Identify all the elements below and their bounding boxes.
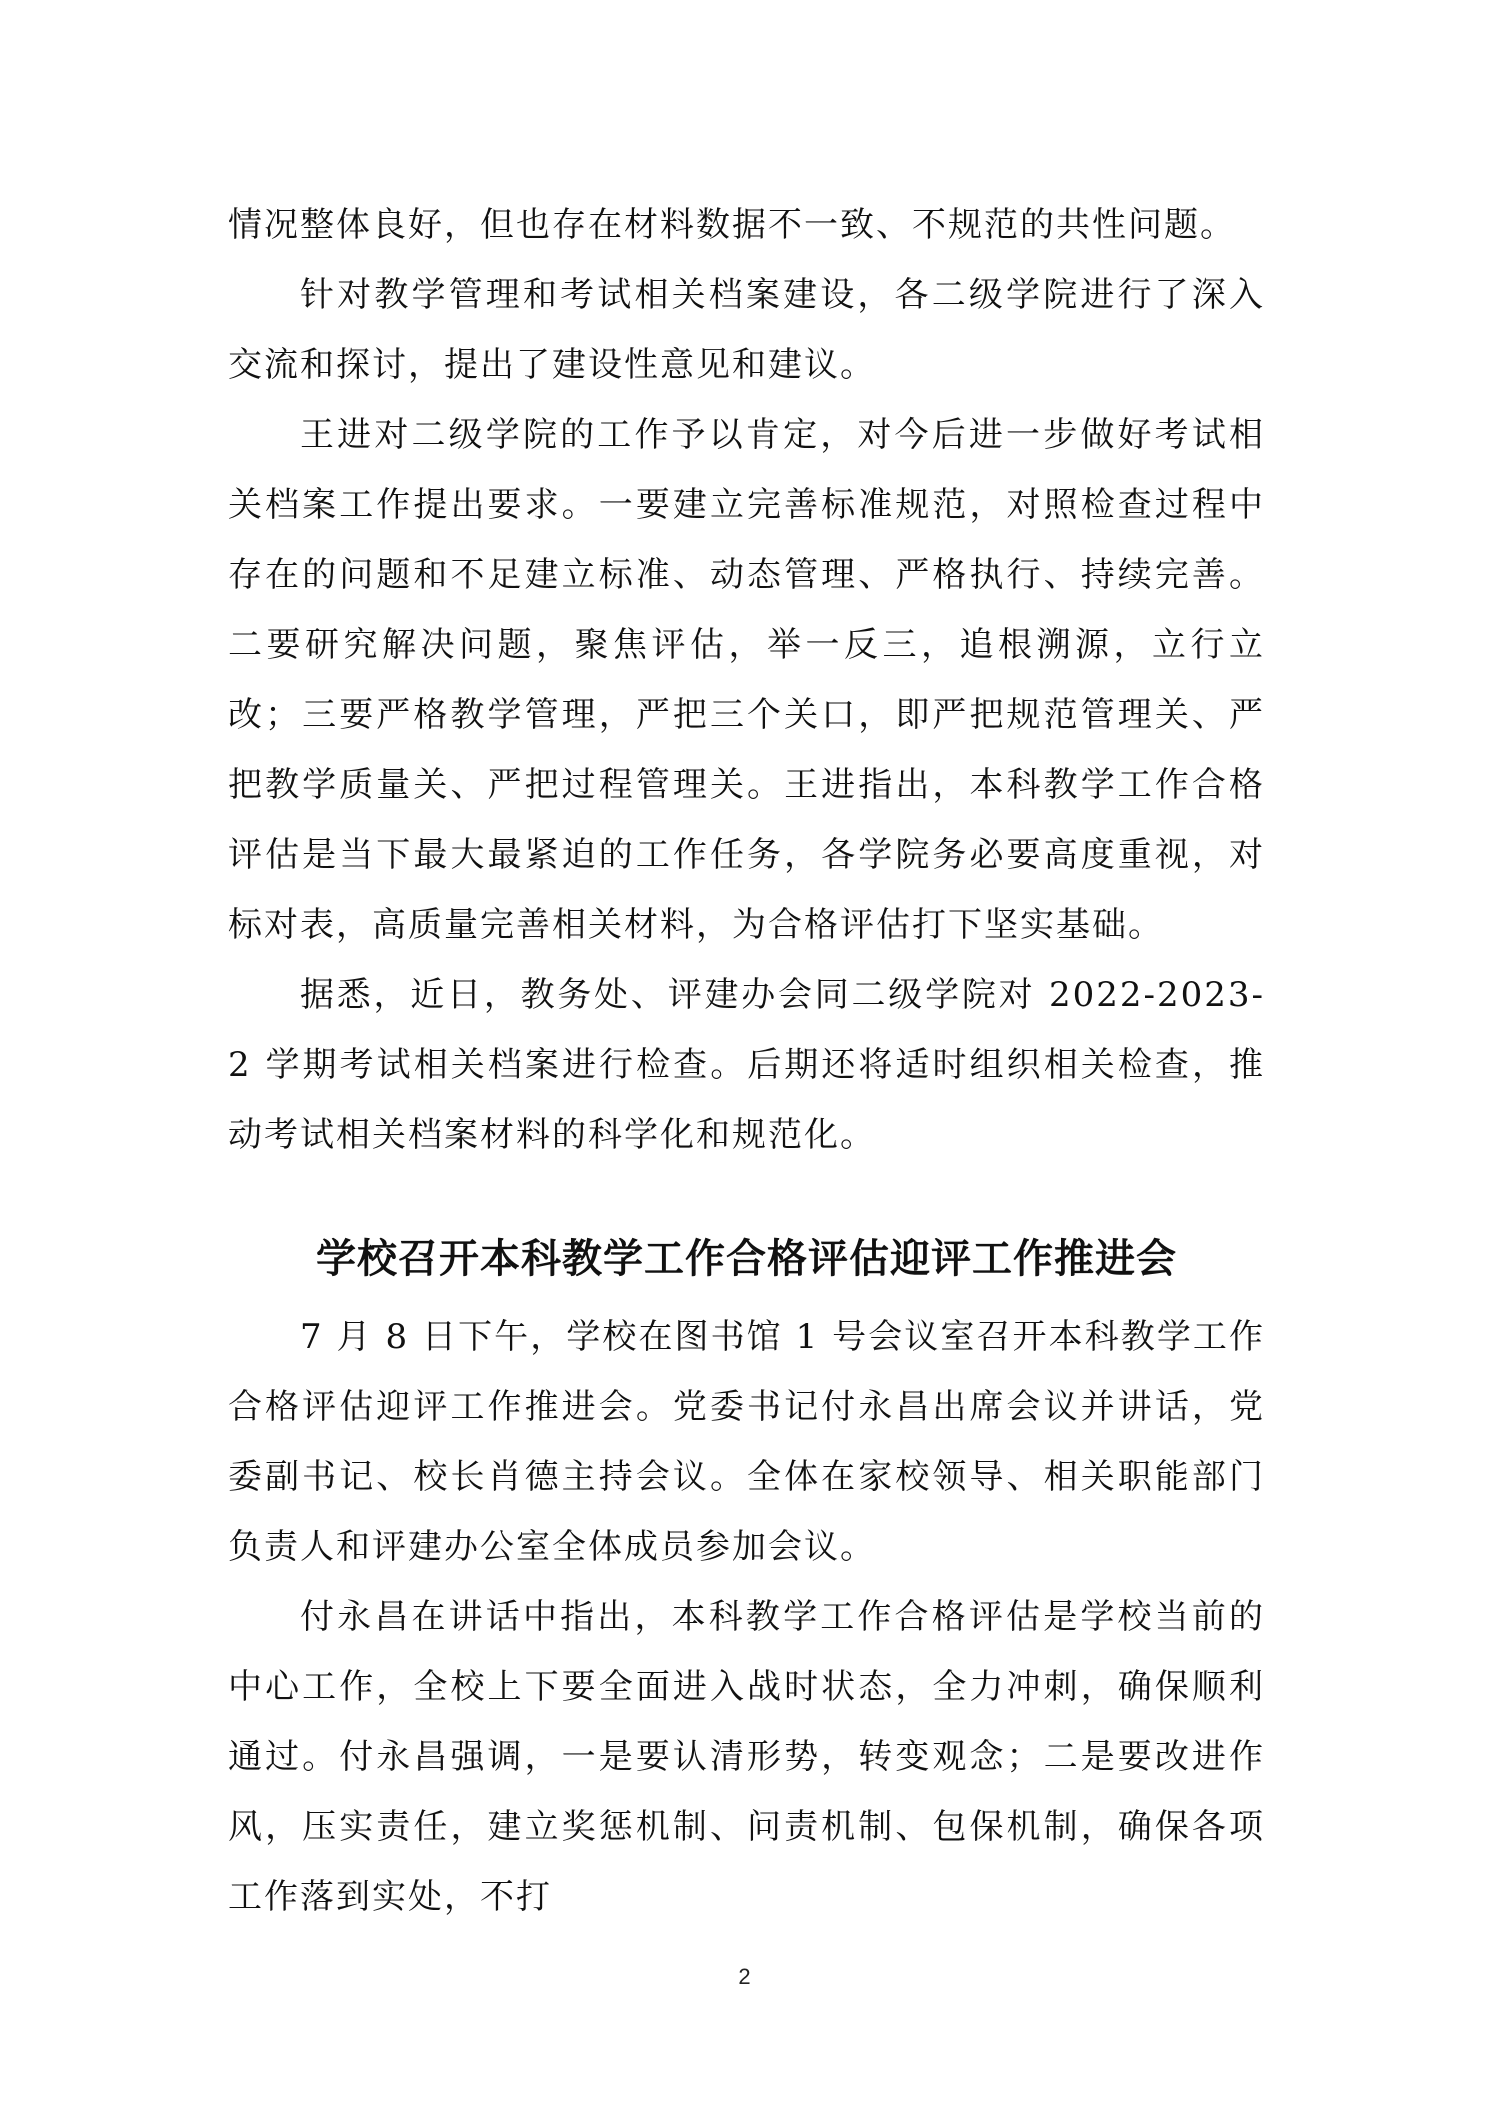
page-number: 2 (738, 1964, 751, 1989)
paragraph-meeting-intro: 7 月 8 日下午，学校在图书馆 1 号会议室召开本科教学工作合格评估迎评工作推进会。党委书记付永昌出席会议并讲话，党委副书记、校长肖德主持会议。全体在家校领导、相关职能部门负责人和评建办公室全体成员参加会议。 (228, 1317, 1265, 1567)
paragraph-continued: 情况整体良好，但也存在材料数据不一致、不规范的共性问题。 (228, 205, 1236, 245)
document-body (228, 190, 1265, 1932)
article-title: 学校召开本科教学工作合格评估迎评工作推进会 (316, 1235, 1177, 1282)
paragraph-requirements: 王进对二级学院的工作予以肯定，对今后进一步做好考试相关档案工作提出要求。一要建立完善标准规范，对照检查过程中存在的问题和不足建立标准、动态管理、严格执行、持续完善。二要研究解决问题，聚焦评估，举一反三，追根溯源，立行立改；三要严格教学管理，严把三个关口，即严把规范管理关、严把教学质量关、严把过程管理关。王进指出，本科教学工作合格评估是当下最大最紧迫的工作任务，各学院务必要高度重视，对标对表，高质量完善相关材料，为合格评估打下坚实基础。 (228, 415, 1265, 945)
paragraph-inspection: 据悉，近日，教务处、评建办会同二级学院对 2022-2023-2 学期考试相关档案进行检查。后期还将适时组织相关检查，推动考试相关档案材料的科学化和规范化。 (228, 975, 1265, 1155)
paragraph-speech: 付永昌在讲话中指出，本科教学工作合格评估是学校当前的中心工作，全校上下要全面进入战时状态，全力冲刺，确保顺利通过。付永昌强调，一是要认清形势，转变观念；二是要改进作风，压实责任，建立奖惩机制、问责机制、包保机制，确保各项工作落到实处，不打 (228, 1597, 1265, 1917)
paragraph-discussion: 针对教学管理和考试相关档案建设，各二级学院进行了深入交流和探讨，提出了建设性意见和建议。 (228, 275, 1265, 385)
